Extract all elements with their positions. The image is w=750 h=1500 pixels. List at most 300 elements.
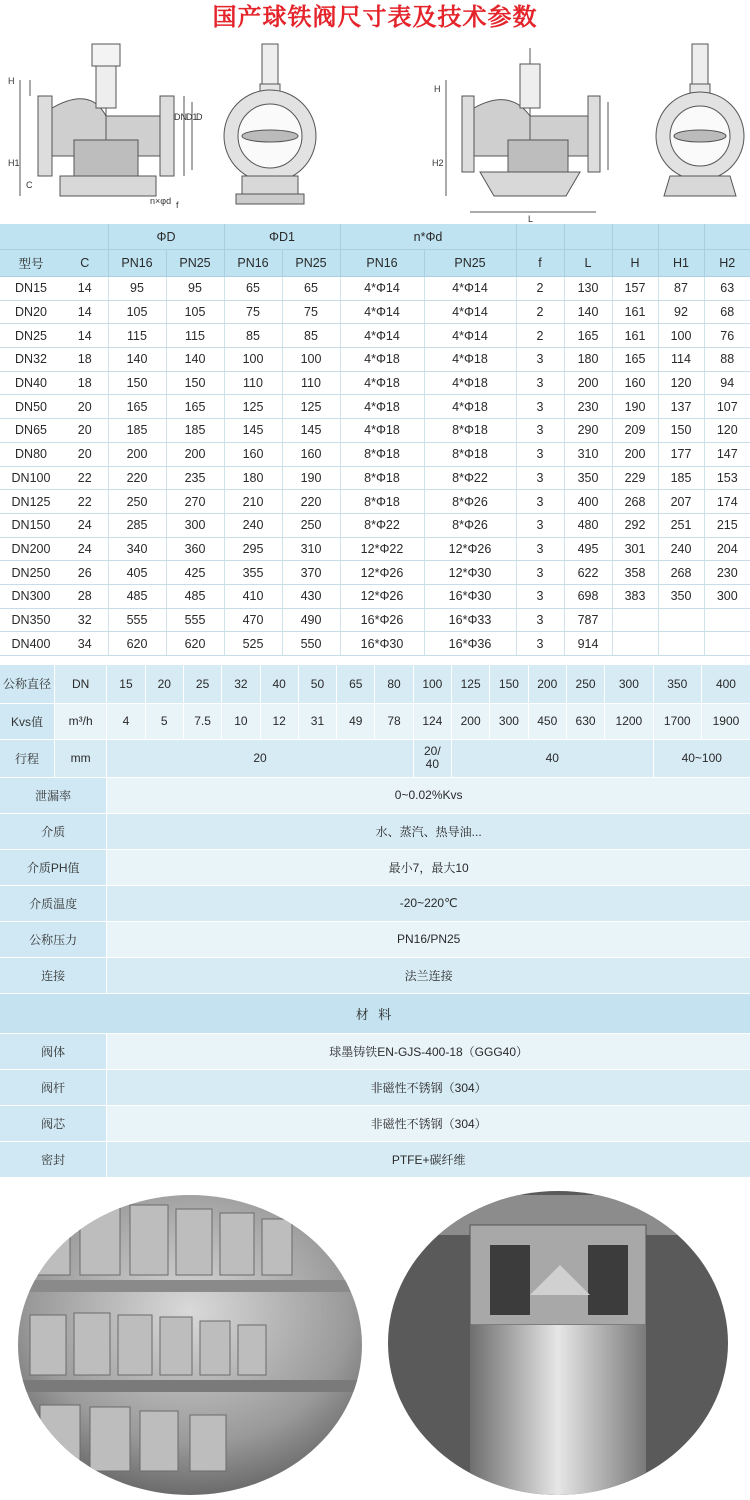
table-cell: 250 bbox=[108, 490, 166, 514]
table-cell: DN125 bbox=[0, 490, 62, 514]
table-cell: 137 bbox=[658, 395, 704, 419]
spec-row bbox=[0, 777, 750, 813]
material-label: 阀杆 bbox=[0, 1069, 107, 1105]
column-header: PN25 bbox=[166, 250, 224, 277]
dn-value: 250 bbox=[566, 665, 604, 703]
table-cell: DN40 bbox=[0, 371, 62, 395]
table-cell: 120 bbox=[704, 419, 750, 443]
kvs-value: 5 bbox=[145, 703, 183, 739]
table-cell: 145 bbox=[282, 419, 340, 443]
drawing-label-dn: DN bbox=[174, 112, 187, 122]
spec-label: 介质PH值 bbox=[0, 849, 107, 885]
table-cell: 150 bbox=[108, 371, 166, 395]
valve-section-drawing-2 bbox=[446, 48, 608, 212]
table-cell: 301 bbox=[612, 537, 658, 561]
table-cell: 3 bbox=[516, 348, 564, 372]
table-cell: 22 bbox=[62, 490, 108, 514]
table-row bbox=[0, 419, 750, 443]
table-group-header-row bbox=[0, 224, 750, 250]
spec-label: 公称压力 bbox=[0, 921, 107, 957]
column-header: L bbox=[564, 250, 612, 277]
table-cell: 4*Φ14 bbox=[424, 277, 516, 301]
table-cell: DN250 bbox=[0, 561, 62, 585]
table-cell: 130 bbox=[564, 277, 612, 301]
table-cell: 8*Φ22 bbox=[424, 466, 516, 490]
table-cell: 76 bbox=[704, 324, 750, 348]
header-n-phi-d: n*Φd bbox=[340, 224, 516, 250]
spec-row bbox=[0, 957, 750, 993]
table-cell: 150 bbox=[658, 419, 704, 443]
table-cell: 147 bbox=[704, 442, 750, 466]
table-cell: 8*Φ26 bbox=[424, 513, 516, 537]
dn-unit: DN bbox=[54, 665, 106, 703]
table-cell: 3 bbox=[516, 490, 564, 514]
spec-row bbox=[0, 921, 750, 957]
table-cell: 620 bbox=[108, 632, 166, 656]
table-cell: 914 bbox=[564, 632, 612, 656]
table-row bbox=[0, 561, 750, 585]
table-cell: 115 bbox=[166, 324, 224, 348]
table-row bbox=[0, 537, 750, 561]
kvs-row bbox=[0, 703, 750, 739]
table-cell: 4*Φ18 bbox=[340, 419, 424, 443]
material-row bbox=[0, 1069, 750, 1105]
table-cell: DN300 bbox=[0, 584, 62, 608]
table-cell: 88 bbox=[704, 348, 750, 372]
kvs-value: 7.5 bbox=[183, 703, 221, 739]
table-cell: 200 bbox=[564, 371, 612, 395]
table-cell: 165 bbox=[166, 395, 224, 419]
table-cell: 94 bbox=[704, 371, 750, 395]
drawing-label-d: D bbox=[196, 112, 203, 122]
table-cell: 3 bbox=[516, 561, 564, 585]
table-cell: 190 bbox=[612, 395, 658, 419]
table-cell: 4*Φ18 bbox=[424, 395, 516, 419]
table-cell: 12*Φ30 bbox=[424, 561, 516, 585]
table-cell: 250 bbox=[282, 513, 340, 537]
table-row bbox=[0, 371, 750, 395]
table-cell: 285 bbox=[108, 513, 166, 537]
valve-core-photo-right bbox=[380, 1185, 750, 1500]
dn-value: 125 bbox=[452, 665, 490, 703]
table-cell bbox=[704, 632, 750, 656]
table-cell: 4*Φ14 bbox=[340, 324, 424, 348]
table-row bbox=[0, 490, 750, 514]
table-cell: 140 bbox=[108, 348, 166, 372]
table-cell: 550 bbox=[282, 632, 340, 656]
table-cell: 310 bbox=[564, 442, 612, 466]
table-row bbox=[0, 348, 750, 372]
table-cell: 3 bbox=[516, 608, 564, 632]
valve-front-drawing-2 bbox=[656, 44, 744, 196]
materials-header-row bbox=[0, 993, 750, 1033]
table-row bbox=[0, 277, 750, 301]
table-cell: 485 bbox=[108, 584, 166, 608]
table-cell: 150 bbox=[166, 371, 224, 395]
table-cell: 100 bbox=[224, 348, 282, 372]
table-cell: 207 bbox=[658, 490, 704, 514]
table-cell: 2 bbox=[516, 277, 564, 301]
table-row bbox=[0, 632, 750, 656]
table-cell: 177 bbox=[658, 442, 704, 466]
specs-table bbox=[0, 665, 750, 1178]
dn-value: 100 bbox=[413, 665, 451, 703]
dn-value: 350 bbox=[653, 665, 701, 703]
table-cell: 12*Φ26 bbox=[424, 537, 516, 561]
table-cell: 100 bbox=[658, 324, 704, 348]
table-cell: 14 bbox=[62, 300, 108, 324]
table-cell: 95 bbox=[166, 277, 224, 301]
table-cell: 355 bbox=[224, 561, 282, 585]
table-cell: 165 bbox=[108, 395, 166, 419]
table-cell: 12*Φ26 bbox=[340, 561, 424, 585]
table-cell: 360 bbox=[166, 537, 224, 561]
table-cell bbox=[658, 608, 704, 632]
valve-front-drawing-1 bbox=[224, 44, 316, 204]
table-cell: 63 bbox=[704, 277, 750, 301]
stroke-row bbox=[0, 739, 750, 777]
table-cell: 161 bbox=[612, 300, 658, 324]
kvs-value: 31 bbox=[298, 703, 336, 739]
table-cell: DN150 bbox=[0, 513, 62, 537]
table-cell: 295 bbox=[224, 537, 282, 561]
table-cell: 180 bbox=[224, 466, 282, 490]
header-phi-d: ΦD bbox=[108, 224, 224, 250]
dn-value: 65 bbox=[337, 665, 375, 703]
table-cell: 100 bbox=[282, 348, 340, 372]
table-cell: 215 bbox=[704, 513, 750, 537]
table-cell: 95 bbox=[108, 277, 166, 301]
table-cell: 210 bbox=[224, 490, 282, 514]
column-header: PN16 bbox=[224, 250, 282, 277]
drawing-label-h2: H2 bbox=[432, 158, 444, 168]
table-cell: 200 bbox=[108, 442, 166, 466]
table-cell: 16*Φ30 bbox=[340, 632, 424, 656]
table-cell: 4*Φ14 bbox=[424, 324, 516, 348]
page-title: 国产球铁阀尺寸表及技术参数 bbox=[212, 4, 538, 31]
table-cell: 2 bbox=[516, 324, 564, 348]
drawing-label-c: C bbox=[26, 180, 33, 190]
table-cell: 3 bbox=[516, 371, 564, 395]
table-cell: 125 bbox=[282, 395, 340, 419]
table-cell: 3 bbox=[516, 584, 564, 608]
table-cell: 65 bbox=[282, 277, 340, 301]
spec-value: PN16/PN25 bbox=[107, 921, 750, 957]
table-cell: 3 bbox=[516, 513, 564, 537]
table-cell: 115 bbox=[108, 324, 166, 348]
dn-value: 80 bbox=[375, 665, 413, 703]
kvs-value: 12 bbox=[260, 703, 298, 739]
table-cell: DN65 bbox=[0, 419, 62, 443]
table-cell: 153 bbox=[704, 466, 750, 490]
stroke-value-d: 40~100 bbox=[653, 739, 750, 777]
table-cell: DN200 bbox=[0, 537, 62, 561]
table-row bbox=[0, 466, 750, 490]
table-cell: 16*Φ36 bbox=[424, 632, 516, 656]
valve-section-drawing-1 bbox=[20, 44, 192, 196]
material-row bbox=[0, 1033, 750, 1069]
spec-row bbox=[0, 813, 750, 849]
column-header: PN16 bbox=[108, 250, 166, 277]
spec-label: 介质温度 bbox=[0, 885, 107, 921]
material-value: 非磁性不锈钢（304） bbox=[107, 1069, 750, 1105]
table-cell: 383 bbox=[612, 584, 658, 608]
table-cell: 16*Φ33 bbox=[424, 608, 516, 632]
table-cell: 240 bbox=[224, 513, 282, 537]
kvs-unit: m³/h bbox=[54, 703, 106, 739]
drawing-label-nd: n×φd bbox=[150, 196, 172, 206]
table-cell: 165 bbox=[564, 324, 612, 348]
valve-drawings bbox=[0, 36, 750, 222]
table-cell: 200 bbox=[612, 442, 658, 466]
spec-label: 连接 bbox=[0, 957, 107, 993]
table-cell: 180 bbox=[564, 348, 612, 372]
column-header: H1 bbox=[658, 250, 704, 277]
table-cell: 310 bbox=[282, 537, 340, 561]
table-row bbox=[0, 584, 750, 608]
table-cell: 4*Φ14 bbox=[340, 277, 424, 301]
dn-value: 50 bbox=[298, 665, 336, 703]
table-cell: 12*Φ26 bbox=[340, 584, 424, 608]
spec-value: 法兰连接 bbox=[107, 957, 750, 993]
table-cell: 240 bbox=[658, 537, 704, 561]
table-cell: 18 bbox=[62, 348, 108, 372]
header-phi-d1: ΦD1 bbox=[224, 224, 340, 250]
table-cell: 68 bbox=[704, 300, 750, 324]
table-cell: 8*Φ22 bbox=[340, 513, 424, 537]
table-cell: 235 bbox=[166, 466, 224, 490]
table-cell: 140 bbox=[564, 300, 612, 324]
table-cell: 157 bbox=[612, 277, 658, 301]
stroke-value-a: 20 bbox=[107, 739, 413, 777]
table-cell: 85 bbox=[282, 324, 340, 348]
table-cell: 14 bbox=[62, 324, 108, 348]
kvs-value: 49 bbox=[337, 703, 375, 739]
table-cell: 405 bbox=[108, 561, 166, 585]
spec-value: 最小7，最大10 bbox=[107, 849, 750, 885]
table-sub-header-row bbox=[0, 250, 750, 277]
table-cell: 12*Φ22 bbox=[340, 537, 424, 561]
table-cell: 190 bbox=[282, 466, 340, 490]
table-cell: 4*Φ14 bbox=[424, 300, 516, 324]
table-cell bbox=[704, 608, 750, 632]
table-cell: 3 bbox=[516, 419, 564, 443]
material-value: 非磁性不锈钢（304） bbox=[107, 1105, 750, 1141]
table-cell: 698 bbox=[564, 584, 612, 608]
materials-title: 材 料 bbox=[0, 993, 750, 1033]
dn-value: 150 bbox=[490, 665, 528, 703]
column-header: H2 bbox=[704, 250, 750, 277]
table-cell: 22 bbox=[62, 466, 108, 490]
table-cell: 26 bbox=[62, 561, 108, 585]
table-cell: 220 bbox=[108, 466, 166, 490]
table-row bbox=[0, 324, 750, 348]
table-cell: 485 bbox=[166, 584, 224, 608]
spec-label: 介质 bbox=[0, 813, 107, 849]
table-cell: 4*Φ18 bbox=[340, 371, 424, 395]
dn-value: 400 bbox=[701, 665, 750, 703]
drawing-label-l: L bbox=[528, 214, 534, 222]
dn-value: 200 bbox=[528, 665, 566, 703]
table-cell: 165 bbox=[612, 348, 658, 372]
dimensions-table bbox=[0, 224, 750, 656]
kvs-value: 630 bbox=[566, 703, 604, 739]
table-row bbox=[0, 442, 750, 466]
stroke-value-c: 40 bbox=[452, 739, 654, 777]
table-cell: 92 bbox=[658, 300, 704, 324]
table-cell bbox=[658, 632, 704, 656]
table-cell: DN25 bbox=[0, 324, 62, 348]
spec-value: -20~220℃ bbox=[107, 885, 750, 921]
valve-parts-photo-left bbox=[0, 1185, 380, 1500]
dn-value: 15 bbox=[107, 665, 145, 703]
drawing-label-h: H bbox=[8, 76, 15, 86]
table-cell: 229 bbox=[612, 466, 658, 490]
table-cell: DN20 bbox=[0, 300, 62, 324]
table-cell: DN50 bbox=[0, 395, 62, 419]
table-cell: 16*Φ30 bbox=[424, 584, 516, 608]
table-cell: 24 bbox=[62, 513, 108, 537]
table-cell: 370 bbox=[282, 561, 340, 585]
column-header: H bbox=[612, 250, 658, 277]
material-label: 阀体 bbox=[0, 1033, 107, 1069]
table-cell: 160 bbox=[282, 442, 340, 466]
table-row bbox=[0, 513, 750, 537]
table-cell: 8*Φ18 bbox=[340, 442, 424, 466]
table-cell: DN350 bbox=[0, 608, 62, 632]
drawing-label-d1: D1 bbox=[186, 112, 198, 122]
table-cell bbox=[612, 632, 658, 656]
table-cell: 200 bbox=[166, 442, 224, 466]
table-cell: 220 bbox=[282, 490, 340, 514]
table-cell: 20 bbox=[62, 395, 108, 419]
spec-value: 水、蒸汽、热导油... bbox=[107, 813, 750, 849]
table-cell: DN15 bbox=[0, 277, 62, 301]
table-cell: 140 bbox=[166, 348, 224, 372]
material-row bbox=[0, 1105, 750, 1141]
table-cell: 555 bbox=[166, 608, 224, 632]
spec-value: 0~0.02%Kvs bbox=[107, 777, 750, 813]
table-cell: 8*Φ18 bbox=[424, 442, 516, 466]
table-cell: 358 bbox=[612, 561, 658, 585]
table-cell: 555 bbox=[108, 608, 166, 632]
table-cell: 300 bbox=[166, 513, 224, 537]
stroke-value-b: 20/ 40 bbox=[413, 739, 451, 777]
table-cell: 85 bbox=[224, 324, 282, 348]
stroke-unit: mm bbox=[54, 739, 106, 777]
table-row bbox=[0, 608, 750, 632]
table-cell: 185 bbox=[166, 419, 224, 443]
table-cell: 620 bbox=[166, 632, 224, 656]
table-cell: 3 bbox=[516, 537, 564, 561]
table-cell: 340 bbox=[108, 537, 166, 561]
spec-label: 泄漏率 bbox=[0, 777, 107, 813]
dn-label: 公称直径 bbox=[0, 665, 54, 703]
table-cell: 8*Φ18 bbox=[340, 490, 424, 514]
table-row bbox=[0, 300, 750, 324]
material-row bbox=[0, 1141, 750, 1177]
spec-row bbox=[0, 849, 750, 885]
table-cell: 410 bbox=[224, 584, 282, 608]
table-cell: 470 bbox=[224, 608, 282, 632]
table-cell: 20 bbox=[62, 442, 108, 466]
kvs-value: 1900 bbox=[701, 703, 750, 739]
table-cell: 34 bbox=[62, 632, 108, 656]
table-cell: 24 bbox=[62, 537, 108, 561]
table-cell: 4*Φ18 bbox=[340, 395, 424, 419]
table-cell: 110 bbox=[224, 371, 282, 395]
table-cell: 114 bbox=[658, 348, 704, 372]
column-header: C bbox=[62, 250, 108, 277]
table-cell: 480 bbox=[564, 513, 612, 537]
table-cell: 525 bbox=[224, 632, 282, 656]
kvs-value: 1200 bbox=[605, 703, 653, 739]
table-cell: DN80 bbox=[0, 442, 62, 466]
table-cell: 16*Φ26 bbox=[340, 608, 424, 632]
table-cell: 3 bbox=[516, 466, 564, 490]
table-cell: 787 bbox=[564, 608, 612, 632]
table-row bbox=[0, 395, 750, 419]
table-cell: 75 bbox=[224, 300, 282, 324]
table-cell: 65 bbox=[224, 277, 282, 301]
table-cell: 20 bbox=[62, 419, 108, 443]
table-cell: 3 bbox=[516, 395, 564, 419]
kvs-value: 450 bbox=[528, 703, 566, 739]
table-cell: 28 bbox=[62, 584, 108, 608]
table-cell: 107 bbox=[704, 395, 750, 419]
column-header: PN25 bbox=[424, 250, 516, 277]
table-cell: 350 bbox=[564, 466, 612, 490]
table-cell: 3 bbox=[516, 442, 564, 466]
table-cell: 160 bbox=[612, 371, 658, 395]
table-cell: 251 bbox=[658, 513, 704, 537]
table-cell: 209 bbox=[612, 419, 658, 443]
column-header: 型号 bbox=[0, 250, 62, 277]
table-cell: 8*Φ18 bbox=[424, 419, 516, 443]
table-cell: 400 bbox=[564, 490, 612, 514]
table-cell: 350 bbox=[658, 584, 704, 608]
table-cell: 174 bbox=[704, 490, 750, 514]
dn-row bbox=[0, 665, 750, 703]
table-cell: 3 bbox=[516, 632, 564, 656]
table-cell: 430 bbox=[282, 584, 340, 608]
table-cell: 161 bbox=[612, 324, 658, 348]
dn-value: 32 bbox=[222, 665, 260, 703]
table-cell: 14 bbox=[62, 277, 108, 301]
drawing-label-h-2: H bbox=[434, 84, 441, 94]
material-label: 密封 bbox=[0, 1141, 107, 1177]
table-cell: 268 bbox=[658, 561, 704, 585]
table-cell: DN32 bbox=[0, 348, 62, 372]
dn-value: 300 bbox=[605, 665, 653, 703]
table-cell: 8*Φ26 bbox=[424, 490, 516, 514]
table-cell bbox=[612, 608, 658, 632]
table-cell: 185 bbox=[108, 419, 166, 443]
table-cell: DN100 bbox=[0, 466, 62, 490]
spec-row bbox=[0, 885, 750, 921]
table-cell: 4*Φ18 bbox=[340, 348, 424, 372]
table-cell: 75 bbox=[282, 300, 340, 324]
kvs-label: Kvs值 bbox=[0, 703, 54, 739]
table-cell: 8*Φ18 bbox=[340, 466, 424, 490]
table-cell: 230 bbox=[704, 561, 750, 585]
product-photos bbox=[0, 1185, 750, 1500]
table-cell: 105 bbox=[166, 300, 224, 324]
table-cell: 495 bbox=[564, 537, 612, 561]
table-cell: 490 bbox=[282, 608, 340, 632]
table-cell: 4*Φ18 bbox=[424, 371, 516, 395]
kvs-value: 4 bbox=[107, 703, 145, 739]
